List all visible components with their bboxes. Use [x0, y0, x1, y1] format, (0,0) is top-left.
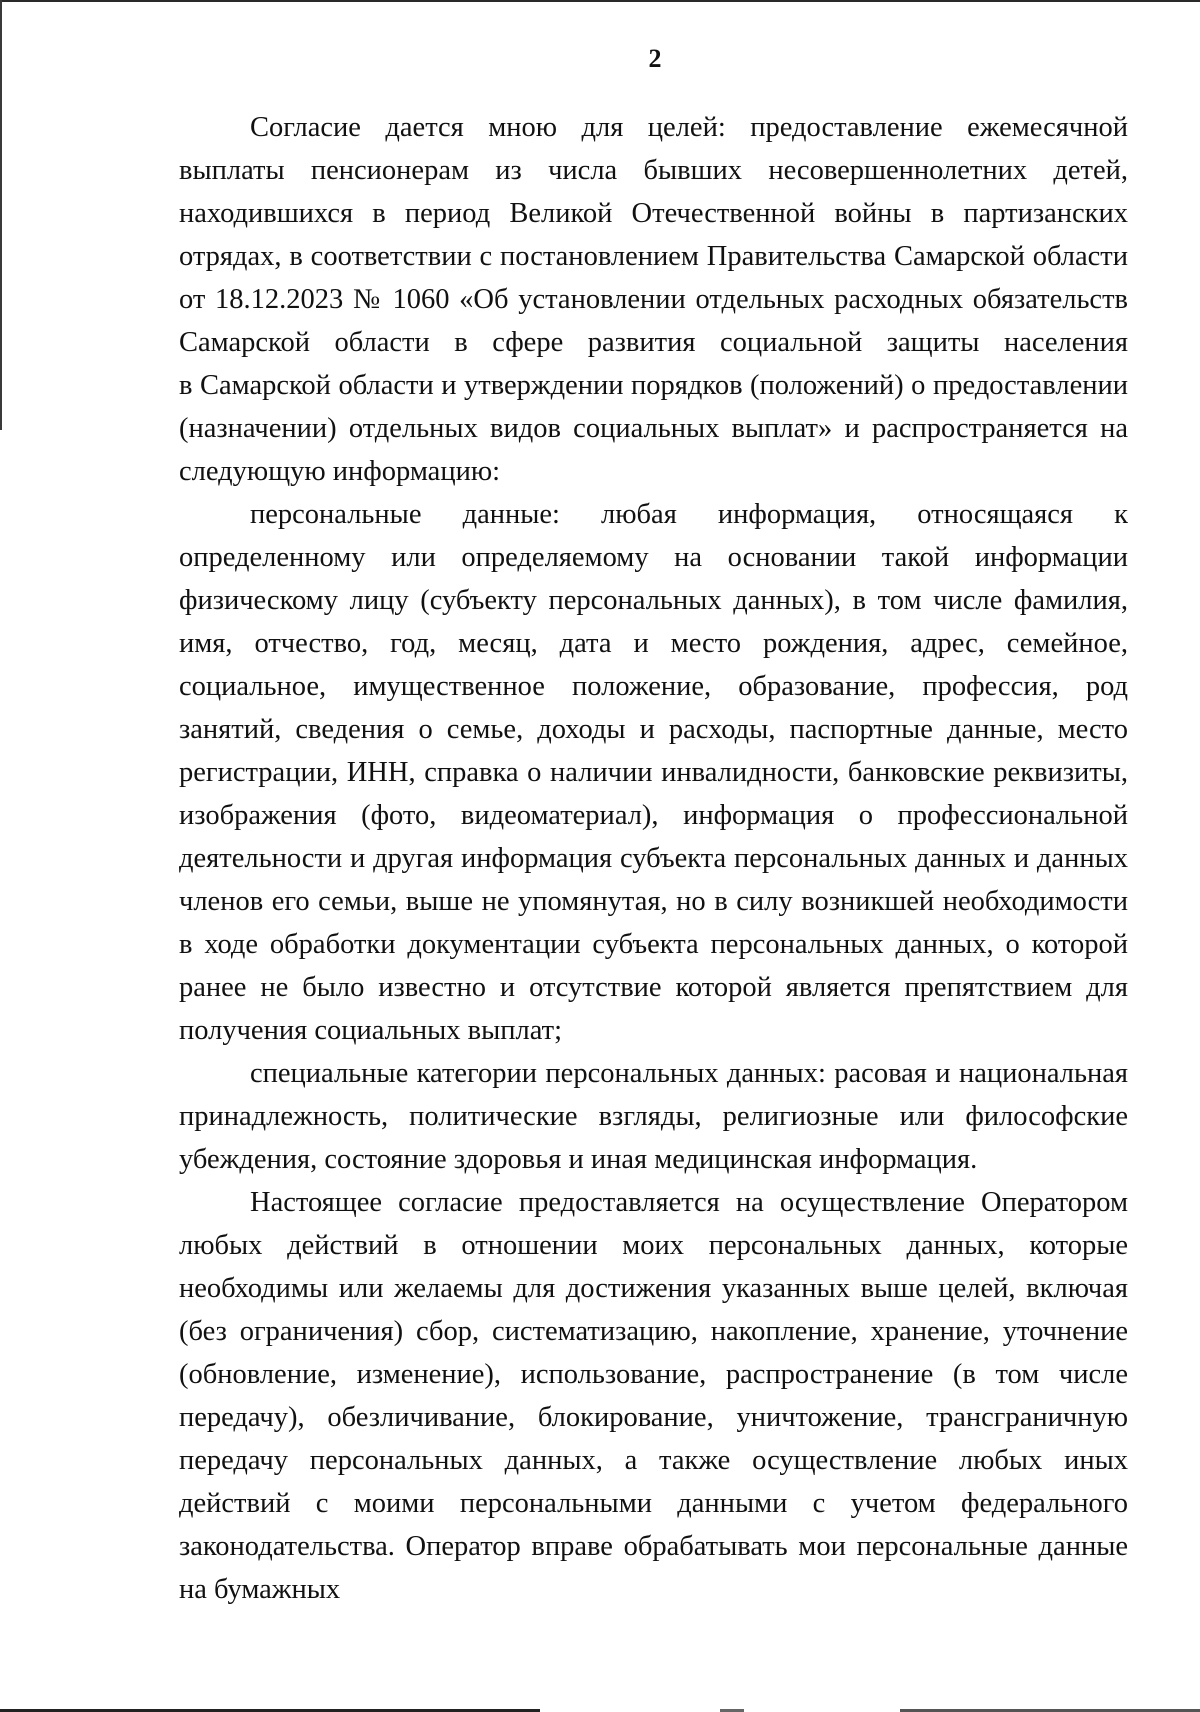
- paragraph-purpose: Согласие дается мною для целей: предоставление ежемесячной выплаты пенсионерам из числа бывших несовершеннолетних детей, находившихся в период Великой Отечественной войны в партизанских отрядах, в соответствии с постановлением Правительства Самарской области от 18.12.2023 № 1060 «Об установлении отдельных расходных обязательств Самарской области в сфере развития социальной защиты населения: [179, 112, 1128, 358]
- paragraph-personal-data: персональные данные: любая информация, относящаяся к определенному или определяемому на основании такой информации физическому лицу (субъекту персональных данных), в том числе фамилия, имя, отчество, год, месяц, дата и место рождения, адрес, семейное, социальное, имущественное положение, образование, профессия, род занятий, сведения о семье, доходы и расходы, паспортные данные, место регистрации, ИНН, справка о наличии инвалидности, банковские реквизиты, изображения (фото, видеоматериал), информация о профессиональной деятельности и другая информация субъекта персональных данных и данных членов его семьи, выше не упомянутая, но в силу возникшей необходимости в ходе обработки документации субъекта персональных данных, о которой ранее не было известно и отсутствие которой является препятствием для получения социальных выплат;: [179, 499, 1128, 1046]
- paragraph-consent-actions: Настоящее согласие предоставляется на осуществление Оператором любых действий в отношении моих персональных данных, которые необходимы или желаемы для достижения указанных выше целей, включая (без ограничения) сбор, систематизацию, накопление, хранение, уточнение (обновление, изменение), использование, распространение (в том числе передачу), обезличивание, блокирование, уничтожение, трансграничную передачу персональных данных, а также осуществление любых иных действий с моими персональными данными с учетом федерального законодательства. Оператор вправе обрабатывать мои персональные данные на бумажных: [179, 1187, 1128, 1605]
- document-body: [179, 106, 1128, 1611]
- scan-edge-top: [0, 0, 1200, 2]
- paragraph-special-categories: специальные категории персональных данных: расовая и национальная принадлежность, политические взгляды, религиозные или философские убеждения, состояние здоровья и иная медицинская информация.: [179, 1058, 1128, 1175]
- paragraph-purpose-continuation: в Самарской области и утверждении порядков (положений) о предоставлении (назначении) отдельных видов социальных выплат» и распространяется на следующую информацию:: [179, 370, 1128, 487]
- page-number: 2: [648, 44, 662, 73]
